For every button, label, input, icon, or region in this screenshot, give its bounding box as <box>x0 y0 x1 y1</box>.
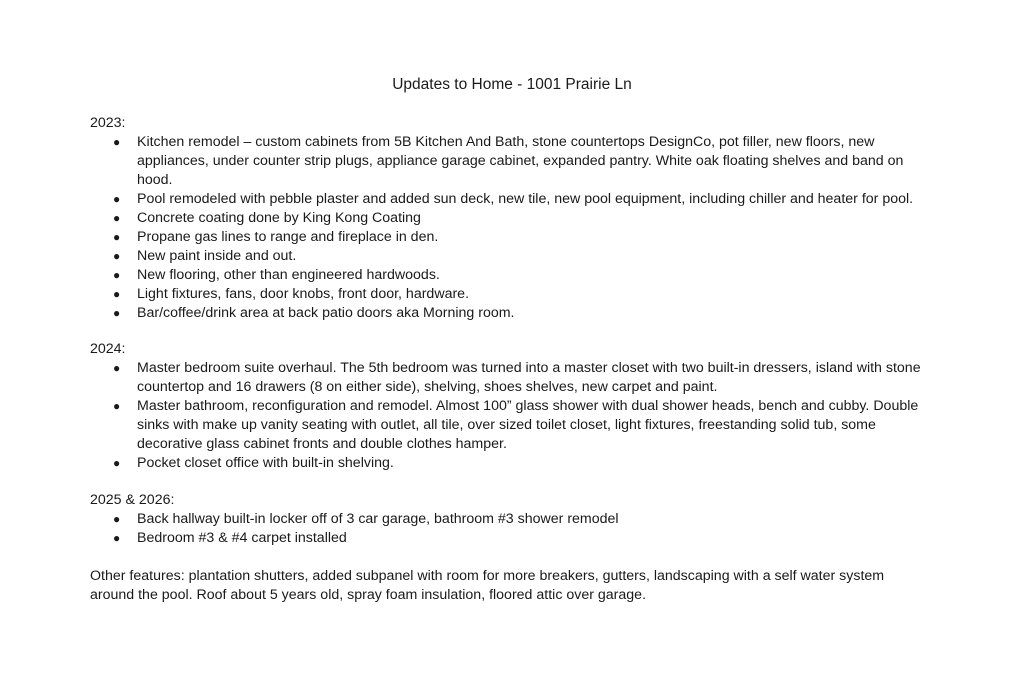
list-item-text: Light fixtures, fans, door knobs, front door, hardware. <box>137 286 470 302</box>
list-item-text: New paint inside and out. <box>137 248 297 264</box>
bullet-icon: ● <box>113 230 121 244</box>
bullet-icon: ● <box>113 192 121 206</box>
list-item <box>90 529 940 548</box>
list-item-text: Bedroom #3 & #4 carpet installed <box>137 530 347 546</box>
list-item <box>90 228 940 247</box>
other-features-paragraph: Other features: plantation shutters, added subpanel with room for more breakers, gutters, landscaping with a self water system around the pool. Roof about 5 years old, spray foam insulation, floored attic over garage. <box>90 568 885 603</box>
list-item-text: Master bathroom, reconfiguration and remodel. Almost 100” glass shower with dual shower heads, bench and cubby. Double sinks with make up vanity seating with outlet, all tile, over sized toilet closet, light fixtures, freestanding solid tub, some decorative glass cabinet fronts and double clothes hamper. <box>137 398 919 452</box>
list-item-text: Pool remodeled with pebble plaster and added sun deck, new tile, new pool equipment, including chiller and heater for pool. <box>137 191 914 207</box>
bullet-icon: ● <box>113 135 121 149</box>
list-item <box>90 397 940 454</box>
section-heading: 2023: <box>90 115 126 131</box>
section-2025-2026 <box>90 491 940 548</box>
list-item <box>90 133 940 190</box>
list-item <box>90 304 940 323</box>
section-heading: 2025 & 2026: <box>90 492 175 508</box>
section-2024 <box>90 340 940 473</box>
list-item <box>90 285 940 304</box>
document-title: Updates to Home - 1001 Prairie Ln <box>392 76 632 93</box>
list-item <box>90 266 940 285</box>
list-item-text: Kitchen remodel – custom cabinets from 5B Kitchen And Bath, stone countertops DesignCo, pot filler, new floors, new appliances, under counter strip plugs, appliance garage cabinet, expanded pantry. White oak floating shelves and band on hood. <box>137 134 904 188</box>
bullet-icon: ● <box>113 306 121 320</box>
list-item-text: Back hallway built-in locker off of 3 car garage, bathroom #3 shower remodel <box>137 511 619 527</box>
bullet-list <box>90 133 940 323</box>
list-item-text: New flooring, other than engineered hardwoods. <box>137 267 440 283</box>
list-item-text: Master bedroom suite overhaul. The 5th bedroom was turned into a master closet with two built-in dressers, island with stone countertop and 16 drawers (8 on either side), shelving, shoes shelves, new carpet and paint. <box>137 360 921 395</box>
section-2023 <box>90 114 940 323</box>
bullet-icon: ● <box>113 512 121 526</box>
list-item-text: Propane gas lines to range and fireplace in den. <box>137 229 439 245</box>
list-item-text: Pocket closet office with built-in shelving. <box>137 455 394 471</box>
bullet-icon: ● <box>113 211 121 225</box>
section-heading: 2024: <box>90 341 126 357</box>
bullet-icon: ● <box>113 268 121 282</box>
list-item <box>90 510 940 529</box>
list-item <box>90 209 940 228</box>
bullet-list <box>90 359 940 473</box>
bullet-icon: ● <box>113 249 121 263</box>
bullet-icon: ● <box>113 531 121 545</box>
bullet-list <box>90 510 940 548</box>
list-item <box>90 247 940 266</box>
list-item-text: Concrete coating done by King Kong Coating <box>137 210 421 226</box>
list-item-text: Bar/coffee/drink area at back patio doors aka Morning room. <box>137 305 515 321</box>
list-item <box>90 190 940 209</box>
bullet-icon: ● <box>113 361 121 375</box>
bullet-icon: ● <box>113 456 121 470</box>
list-item <box>90 359 940 397</box>
bullet-icon: ● <box>113 399 121 413</box>
list-item <box>90 454 940 473</box>
bullet-icon: ● <box>113 287 121 301</box>
